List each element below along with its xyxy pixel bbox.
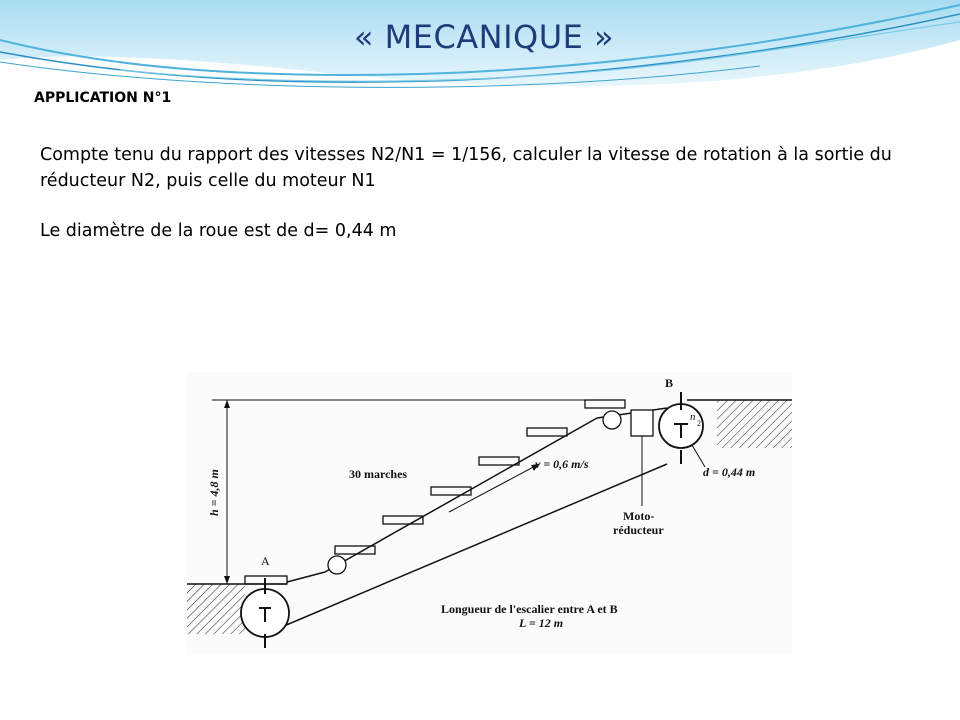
label-b: B [665, 376, 674, 390]
steps-label: 30 marches [349, 467, 408, 481]
length-label-line1: Longueur de l'escalier entre A et B [441, 602, 618, 616]
n2-subscript: 2 [697, 419, 701, 428]
application-heading: APPLICATION N°1 [34, 90, 172, 106]
wheel-diameter-text: Le diamètre de la roue est de d= 0,44 m [40, 221, 397, 241]
ground-right [717, 400, 792, 448]
problem-statement: Compte tenu du rapport des vitesses N2/N1 = 1/156, calculer la vitesse de rotation à la sortie du réducteur N2, puis celle du moteur N1 [40, 145, 892, 191]
height-label: h = 4,8 m [207, 469, 221, 516]
motor-reducer-box [631, 410, 653, 436]
n2-label: n [690, 411, 696, 423]
idler-pulley-upper [603, 411, 621, 429]
length-label-line2: L = 12 m [519, 616, 564, 630]
ground-left [187, 584, 245, 634]
idler-pulley-lower [328, 556, 346, 574]
diameter-label: d = 0,44 m [703, 465, 756, 479]
motor-label-line1: Moto- [623, 509, 655, 523]
label-a: A [261, 554, 270, 568]
speed-label: v = 0,6 m/s [535, 457, 589, 471]
slide-title: « MECANIQUE » [353, 18, 615, 56]
escalator-diagram [187, 372, 792, 655]
motor-label-line2: réducteur [613, 523, 664, 537]
